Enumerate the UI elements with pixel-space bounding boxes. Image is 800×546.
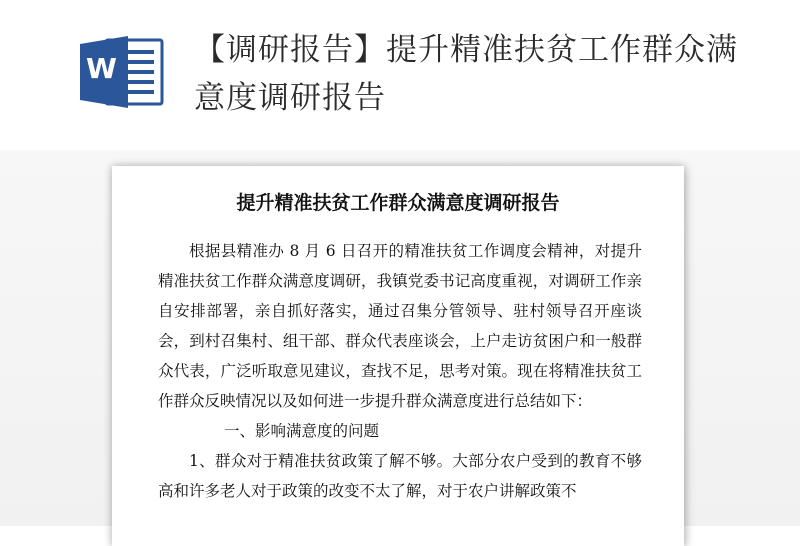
paragraph-point-1: 1、群众对于精准扶贫政策了解不够。大部分农户受到的教育不够高和许多老人对于政策的改变不太了解，对于农户讲解政策不 bbox=[158, 452, 642, 500]
document-title: 提升精准扶贫工作群众满意度调研报告 bbox=[236, 192, 560, 214]
header-banner bbox=[0, 0, 800, 150]
page-title: 【调研报告】提升精准扶贫工作群众满意度调研报告 bbox=[194, 32, 738, 116]
word-icon-letter: W bbox=[86, 52, 117, 85]
document-page bbox=[112, 166, 684, 546]
paragraph-intro: 根据县精准办 8 月 6 日召开的精准扶贫工作调度会精神，对提升精准扶贫工作群众满意度调研，我镇党委书记高度重视，对调研工作亲自安排部署，亲自抓好落实，通过召集分管领导、驻村领导召开座谈会，到村召集村、组干部、群众代表座谈会，上户走访贫困户和一般群众代表，广泛听取意见建议，查找不足，思考对策。现在将精准扶贫工作群众反映情况以及如何进一步提升群众满意度进行总结如下： bbox=[158, 242, 642, 410]
section-heading: 一、影响满意度的问题 bbox=[224, 422, 380, 440]
document-body bbox=[158, 236, 642, 506]
